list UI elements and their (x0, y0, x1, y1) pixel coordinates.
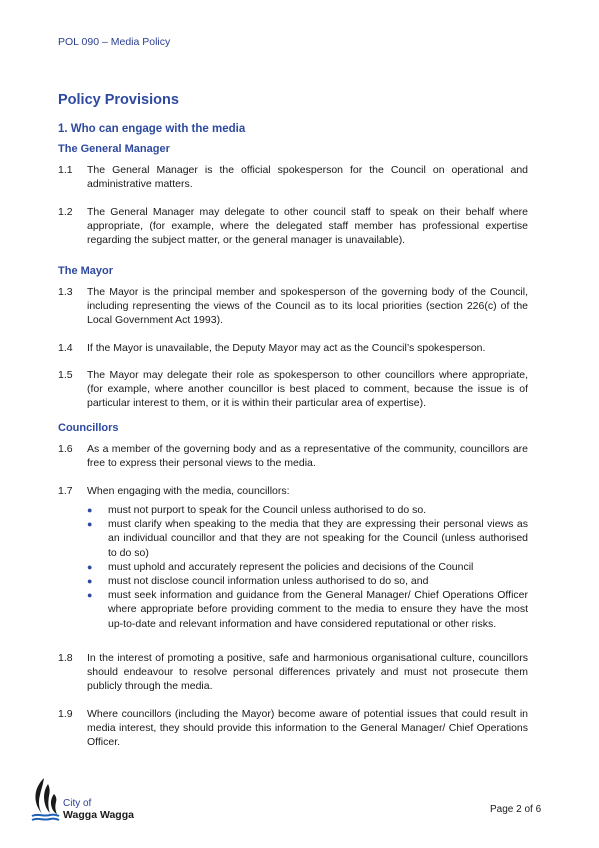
subsection-title: 1. Who can engage with the media (58, 123, 246, 135)
clause-text: Where councillors (including the Mayor) become aware of potential issues that could result in media interest, they should provide this information to the General Manager/ Chief Operations Officer. (87, 708, 528, 749)
clause-text: The General Manager is the official spokesperson for the Council on operational and administrative matters. (87, 164, 528, 191)
list-item: ● must not disclose council information unless authorised to do so, and (87, 575, 429, 588)
councillor-obligations-list (87, 503, 528, 631)
clause-text: In the interest of promoting a positive, safe and harmonious organisational culture, councillors should endeavour to resolve personal differences privately and must not prosecute them publicly through the media. (87, 652, 528, 693)
clause-1-5 (58, 368, 528, 411)
clause-number: 1.4 (58, 342, 73, 354)
wagga-crow-logo-icon (30, 776, 60, 822)
bullet-icon: ● (87, 561, 93, 572)
bullet-icon: ● (87, 519, 93, 530)
clause-text: As a member of the governing body and as a representative of the community, councillors are free to express their personal views to the media. (87, 443, 528, 470)
logo-name-label: Wagga Wagga (63, 809, 134, 821)
bullet-icon: ● (87, 576, 93, 587)
list-item: ● must seek information and guidance from the General Manager/ Chief Operations Officer where appropriate before providing comment to the media to ensure they have the most up-to-date and relevant information and have considered reputational or other risks. (87, 589, 528, 630)
clause-text: The Mayor is the principal member and spokesperson of the governing body of the Council, including representing the views of the Council as to its local priorities (section 226(c) of the Local Government Act 1993). (87, 286, 528, 327)
clause-1-7 (58, 484, 528, 498)
document-header: POL 090 – Media Policy (58, 36, 171, 48)
clause-1-8 (58, 651, 528, 694)
clause-text: The General Manager may delegate to other council staff to speak on their behalf where appropriate, (for example, where the delegated staff member has professional expertise regarding the subject matter, or the general manager is unavailable). (87, 206, 528, 247)
section-title: Policy Provisions (58, 92, 179, 108)
group-heading-general-manager: The General Manager (58, 143, 170, 155)
clause-number: 1.8 (58, 652, 73, 664)
clause-number: 1.7 (58, 485, 73, 497)
logo-city-label: City of (63, 798, 92, 809)
clause-number: 1.3 (58, 286, 73, 298)
clause-number: 1.5 (58, 369, 73, 381)
list-item: ● must uphold and accurately represent the policies and decisions of the Council (87, 560, 474, 573)
group-heading-mayor: The Mayor (58, 265, 114, 277)
clause-number: 1.6 (58, 443, 73, 455)
clause-1-9 (58, 707, 528, 750)
bullet-icon: ● (87, 505, 93, 515)
clause-text: If the Mayor is unavailable, the Deputy Mayor may act as the Council’s spokesperson. (87, 342, 486, 354)
clause-text: When engaging with the media, councillors: (87, 485, 290, 497)
clause-1-3 (58, 285, 528, 328)
clause-number: 1.9 (58, 708, 73, 720)
council-logo (30, 776, 150, 826)
clause-1-4 (58, 341, 528, 355)
clause-1-2 (58, 205, 528, 248)
list-item: ● must clarify when speaking to the media that they are expressing their personal views as an individual councillor and that they are not speaking for the Council (unless authorised to do so) (87, 518, 528, 559)
clause-number: 1.2 (58, 206, 73, 218)
clause-1-1 (58, 163, 528, 191)
bullet-icon: ● (87, 590, 93, 601)
clause-1-6 (58, 442, 528, 470)
list-item: ● must not purport to speak for the Council unless authorised to do so. (87, 504, 427, 516)
group-heading-councillors: Councillors (58, 422, 119, 434)
page-number: Page 2 of 6 (490, 804, 542, 815)
clause-text: The Mayor may delegate their role as spokesperson to other councillors where appropriate, (for example, where another councillor is best placed to comment, because the issue is of particular interest to them, or it is within their particular area of expertise). (87, 369, 528, 410)
clause-number: 1.1 (58, 164, 73, 176)
